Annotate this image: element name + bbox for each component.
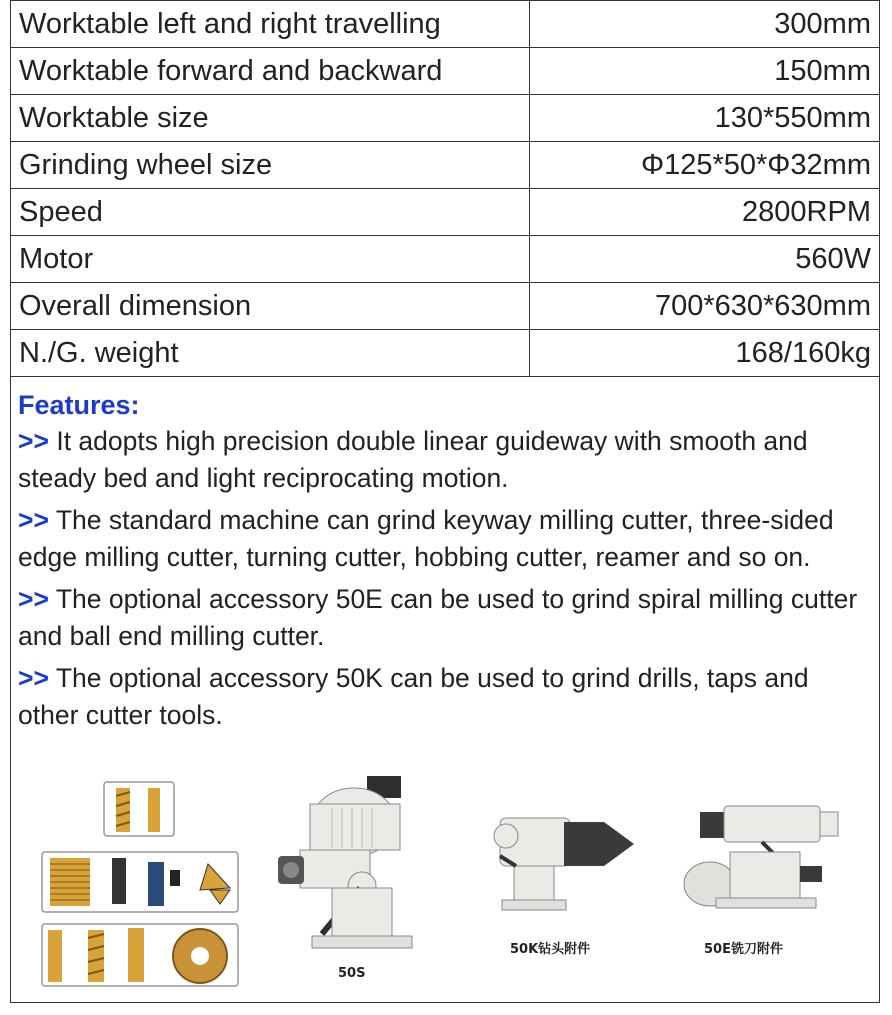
features-section [18, 390, 874, 739]
feature-text: The optional accessory 50K can be used to grind drills, taps and other cutter tools. [18, 663, 809, 730]
spec-table [10, 0, 880, 377]
bullet-arrow: >> [18, 426, 49, 456]
accessory-50k-image [480, 800, 650, 920]
spec-label: Worktable size [11, 95, 530, 142]
table-row [11, 48, 880, 95]
spec-value: Φ125*50*Φ32mm [530, 142, 880, 189]
spec-label: Worktable forward and backward [11, 48, 530, 95]
spec-label: Overall dimension [11, 283, 530, 330]
table-row [11, 95, 880, 142]
feature-item [18, 581, 874, 655]
spec-label: Worktable left and right travelling [11, 1, 530, 48]
spec-label: Speed [11, 189, 530, 236]
feature-item [18, 502, 874, 576]
spec-value: 150mm [530, 48, 880, 95]
spec-value: 300mm [530, 1, 880, 48]
product-images [10, 770, 880, 1000]
bullet-arrow: >> [18, 663, 49, 693]
cutter-tools-image [40, 778, 242, 990]
bullet-arrow: >> [18, 584, 49, 614]
table-row [11, 189, 880, 236]
spec-label: N./G. weight [11, 330, 530, 377]
features-title: Features: [18, 390, 140, 420]
caption-50e: 50E铣刀附件 [704, 942, 783, 957]
spec-label: Motor [11, 236, 530, 283]
feature-item [18, 423, 874, 497]
feature-text: The standard machine can grind keyway milling cutter, three-sided edge milling cutter, turning cutter, hobbing cutter, reamer and so on. [18, 505, 834, 572]
feature-item [18, 660, 874, 734]
table-row [11, 283, 880, 330]
accessory-50e-image [670, 800, 850, 930]
spec-value: 2800RPM [530, 189, 880, 236]
table-row [11, 330, 880, 377]
table-row [11, 1, 880, 48]
caption-50k: 50K钻头附件 [510, 942, 591, 957]
spec-value: 700*630*630mm [530, 283, 880, 330]
caption-50s: 50S [338, 966, 366, 981]
table-row [11, 142, 880, 189]
table-row [11, 236, 880, 283]
spec-value: 168/160kg [530, 330, 880, 377]
spec-value: 130*550mm [530, 95, 880, 142]
machine-50s-image [272, 774, 442, 964]
bullet-arrow: >> [18, 505, 49, 535]
feature-text: The optional accessory 50E can be used to grind spiral milling cutter and ball end milling cutter. [18, 584, 858, 651]
feature-text: It adopts high precision double linear guideway with smooth and steady bed and light reciprocating motion. [18, 426, 808, 493]
spec-label: Grinding wheel size [11, 142, 530, 189]
spec-value: 560W [530, 236, 880, 283]
